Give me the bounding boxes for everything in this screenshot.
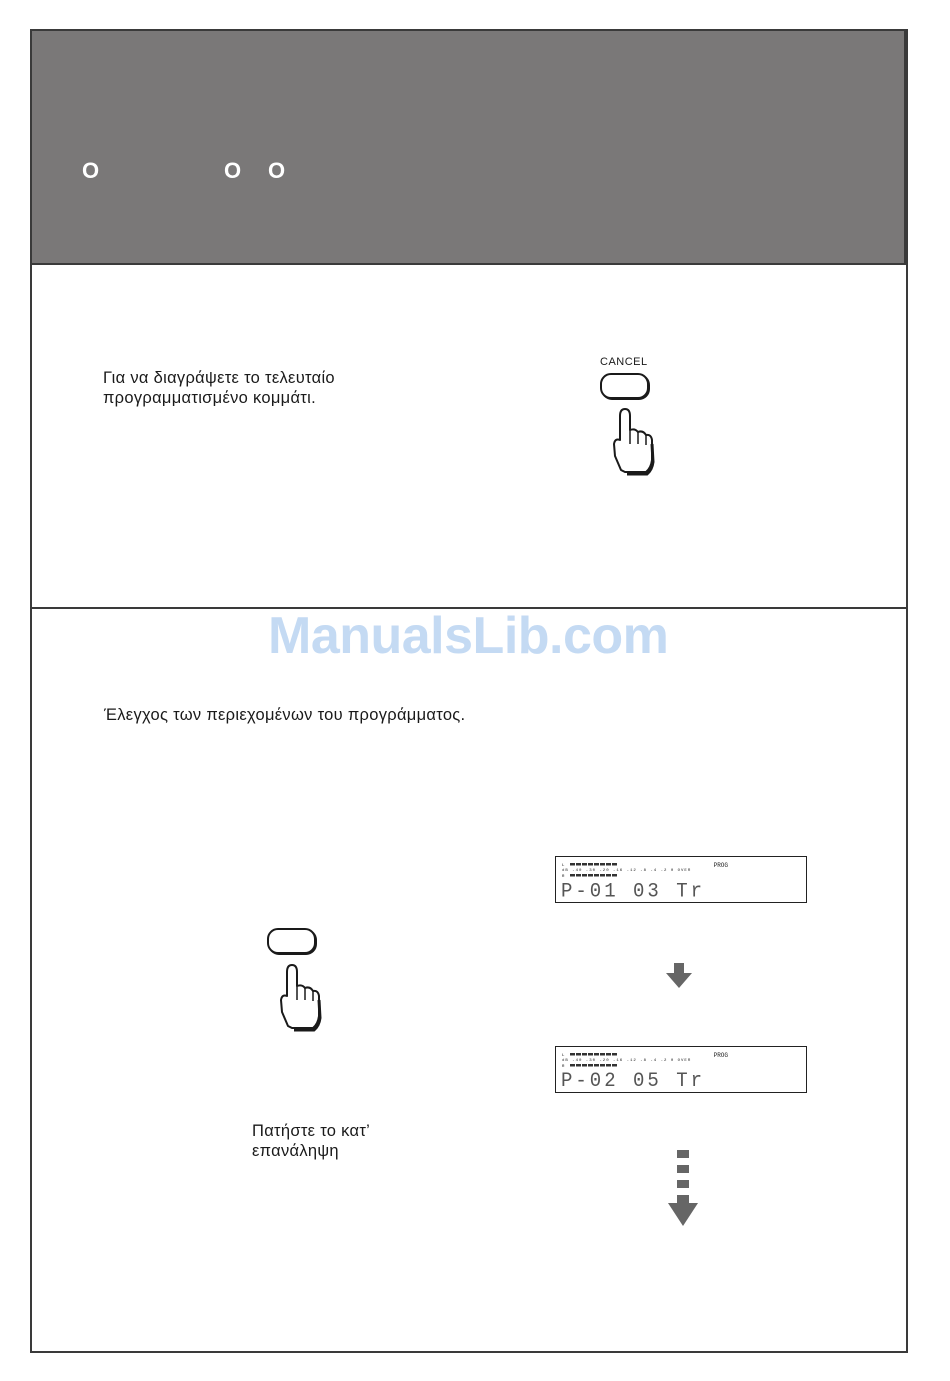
svg-text:R: R	[562, 1065, 565, 1069]
watermark: ManualsLib.com	[268, 607, 669, 665]
svg-text:L: L	[562, 1054, 565, 1058]
cancel-instruction-line1: Για να διαγράψετε το τελευταίο	[103, 369, 335, 387]
cancel-button-label: CANCEL	[600, 356, 648, 368]
header-band	[30, 29, 906, 265]
header-glyph: O	[268, 158, 286, 183]
lcd-readout: P-01 03 Tr	[561, 879, 706, 903]
press-repeat-line1: Πατήστε το κατ’	[252, 1122, 371, 1140]
cancel-instruction-line2: προγραμματισμένο κομμάτι.	[103, 389, 316, 407]
level-meter	[562, 1063, 622, 1069]
level-meter	[562, 1052, 622, 1058]
lcd-readout: P-02 05 Tr	[561, 1069, 706, 1093]
header-glyph: O	[224, 158, 242, 183]
svg-text:L: L	[562, 864, 565, 868]
lcd-display	[555, 856, 807, 903]
prog-indicator: PROG	[713, 862, 728, 869]
cancel-instruction	[103, 368, 335, 408]
check-button[interactable]	[267, 928, 316, 954]
lcd-display	[555, 1046, 807, 1093]
meter-scale: dB -40 -30 -20 -16 -12 -8 -4 -2 0 OVER	[562, 1059, 692, 1063]
dashed-arrow-down-icon	[668, 1150, 698, 1228]
level-meter	[562, 873, 622, 879]
meter-scale: dB -40 -30 -20 -16 -12 -8 -4 -2 0 OVER	[562, 869, 692, 873]
press-repeat-line2: επανάληψη	[252, 1142, 339, 1160]
arrow-down-icon	[666, 963, 692, 989]
level-meter	[562, 862, 622, 868]
cancel-button[interactable]	[600, 373, 649, 399]
check-instruction: Έλεγχος των περιεχομένων του προγράμματος.	[104, 706, 466, 724]
header-glyph: O	[82, 158, 100, 183]
press-repeat-instruction	[252, 1121, 370, 1161]
svg-text:R: R	[562, 875, 565, 879]
pressing-hand-icon	[272, 960, 326, 1034]
pressing-hand-icon	[605, 404, 659, 478]
prog-indicator: PROG	[713, 1052, 728, 1059]
